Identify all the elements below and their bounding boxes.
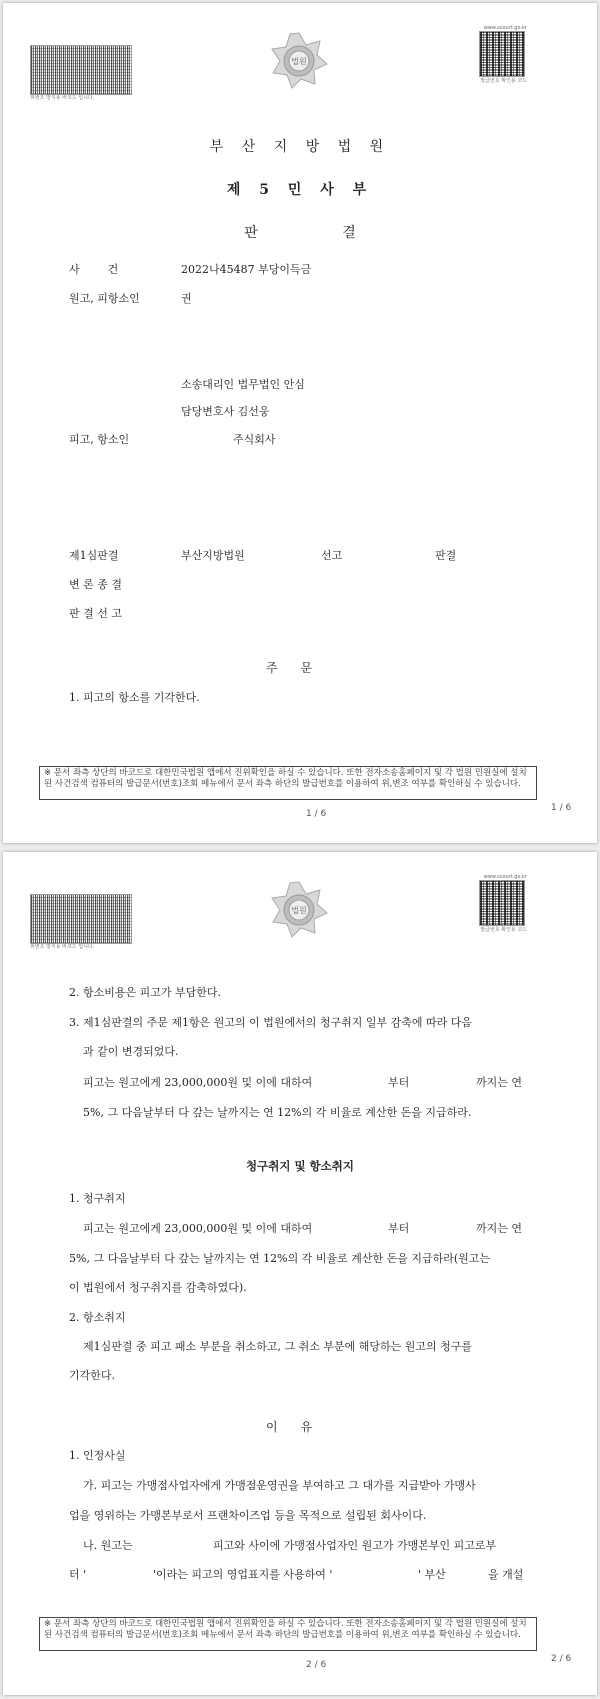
barcode-caption: 위변조 방지용 바코드 입니다. [30, 944, 95, 950]
court-url: www.scourt.go.kr [483, 874, 527, 880]
reason-ga-line2: 업을 영위하는 가맹본부로서 프랜차이즈업 등을 목적으로 설립된 회사이다. [69, 1509, 427, 1522]
court-emblem-icon [270, 31, 328, 89]
reason-1: 1. 인정사실 [69, 1449, 126, 1462]
reason-na-line2a: 터 ' [69, 1568, 87, 1581]
document-page-2 [3, 852, 597, 1695]
reason-na-line2d: 을 개설 [488, 1568, 524, 1581]
barcode-image [30, 45, 132, 95]
verification-notice: ※ 문서 좌측 상단의 바코드로 대한민국법원 앱에서 진위확인을 하실 수 있습니다. 또한 전자소송홈페이지 및 각 법원 민원실에 설치된 사건검색 컴퓨터의 발급문서(번호)조회 메뉴에서 문서 좌측 하단의 발급번호를 이용하여 위,변조 여부를 확인하실 수 있습니다. [39, 766, 537, 800]
sentence-word: 선고 [321, 549, 343, 562]
item-3-line2: 과 같이 변경되었다. [83, 1045, 179, 1058]
claims-1-line3: 이 법원에서 청구취지를 감축하였다). [69, 1281, 247, 1294]
page-number-center: 1 / 6 [306, 809, 327, 819]
first-instance-court: 부산지방법원 [181, 549, 245, 562]
page-number-right: 2 / 6 [551, 1654, 572, 1664]
claims-1-line1c: 까지는 연 [476, 1222, 523, 1235]
reason-na-line1a: 나. 원고는 [83, 1539, 133, 1552]
counsel-line2: 담당변호사 김선웅 [181, 405, 270, 418]
qr-caption: 발급번호 확인용 코드 [480, 927, 527, 933]
emblem-text: 법원 [291, 57, 307, 66]
item-3-line3c: 까지는 연 [476, 1076, 523, 1089]
reason-heading: 이 유 [266, 1420, 313, 1434]
court-emblem-icon [270, 880, 328, 938]
division: 제 5 민 사 부 [226, 182, 374, 198]
defendant-label: 피고, 항소인 [69, 433, 130, 446]
qr-code-image [479, 880, 525, 926]
verification-notice: ※ 문서 좌측 상단의 바코드로 대한민국법원 앱에서 진위확인을 하실 수 있습니다. 또한 전자소송홈페이지 및 각 법원 민원실에 설치된 사건검색 컴퓨터의 발급문서(번호)조회 메뉴에서 문서 좌측 하단의 발급번호를 이용하여 위,변조 여부를 확인하실 수 있습니다. [39, 1617, 537, 1651]
court-name: 부 산 지 방 법 원 [209, 139, 391, 155]
reason-na-line1b: 피고와 사이에 가맹점사업자인 원고가 가맹본부인 피고로부 [213, 1539, 497, 1552]
order-heading: 주 문 [266, 661, 313, 675]
item-3-line4: 5%, 그 다음날부터 다 갚는 날까지는 연 12%의 각 비율로 계산한 돈을 지급하라. [83, 1106, 472, 1119]
barcode-image [30, 894, 132, 944]
case-value: 2022나45487 부당이득금 [181, 263, 312, 276]
plaintiff-label: 원고, 피항소인 [69, 292, 140, 305]
item-3-line3b: 부터 [388, 1076, 410, 1089]
qr-caption: 발급번호 확인용 코드 [480, 78, 527, 84]
item-2: 2. 항소비용은 피고가 부담한다. [69, 986, 221, 999]
reason-na-line2c: ' 부산 [418, 1568, 446, 1581]
claims-2: 2. 항소취지 [69, 1311, 126, 1324]
emblem-text: 법원 [291, 906, 307, 915]
page-number-right: 1 / 6 [551, 803, 572, 813]
defendant-value: 주식회사 [233, 433, 276, 446]
claims-1: 1. 청구취지 [69, 1192, 126, 1205]
page-number-center: 2 / 6 [306, 1660, 327, 1670]
claims-1-line1b: 부터 [388, 1222, 410, 1235]
barcode-caption: 위변조 방지용 바코드 입니다. [30, 95, 95, 101]
claims-1-line2: 5%, 그 다음날부터 다 갚는 날까지는 연 12%의 각 비율로 계산한 돈을 지급하라(원고는 [69, 1252, 491, 1265]
doc-type: 판 결 [244, 225, 396, 241]
document-page-1 [3, 3, 597, 843]
closing-label: 변 론 종 결 [69, 578, 122, 591]
claims-2-line1: 제1심판결 중 피고 패소 부분을 취소하고, 그 취소 부분에 해당하는 원고의 청구를 [83, 1340, 472, 1353]
order-item-1: 1. 피고의 항소를 기각한다. [69, 691, 200, 704]
item-3-line3a: 피고는 원고에게 23,000,000원 및 이에 대하여 [83, 1076, 313, 1089]
judgment-word: 판결 [435, 549, 457, 562]
reason-ga-line1: 가. 피고는 가맹점사업자에게 가맹점운영권을 부여하고 그 대가를 지급받아 가맹사 [83, 1479, 476, 1492]
counsel-line1: 소송대리인 법무법인 안심 [181, 378, 305, 391]
claims-heading: 청구취지 및 항소취지 [246, 1159, 354, 1173]
claims-2-line2: 기각한다. [69, 1369, 116, 1382]
item-3-line1: 3. 제1심판결의 주문 제1항은 원고의 이 법원에서의 청구취지 일부 감축에 따라 다음 [69, 1016, 472, 1029]
claims-1-line1a: 피고는 원고에게 23,000,000원 및 이에 대하여 [83, 1222, 313, 1235]
qr-code-image [479, 31, 525, 77]
plaintiff-value: 권 [181, 292, 192, 305]
case-label: 사 건 [69, 263, 119, 276]
pronounce-label: 판 결 선 고 [69, 607, 122, 620]
reason-na-line2b: '이라는 피고의 영업표지를 사용하여 ' [153, 1568, 333, 1581]
first-instance-label: 제1심판결 [69, 549, 119, 562]
court-url: www.scourt.go.kr [483, 25, 527, 31]
